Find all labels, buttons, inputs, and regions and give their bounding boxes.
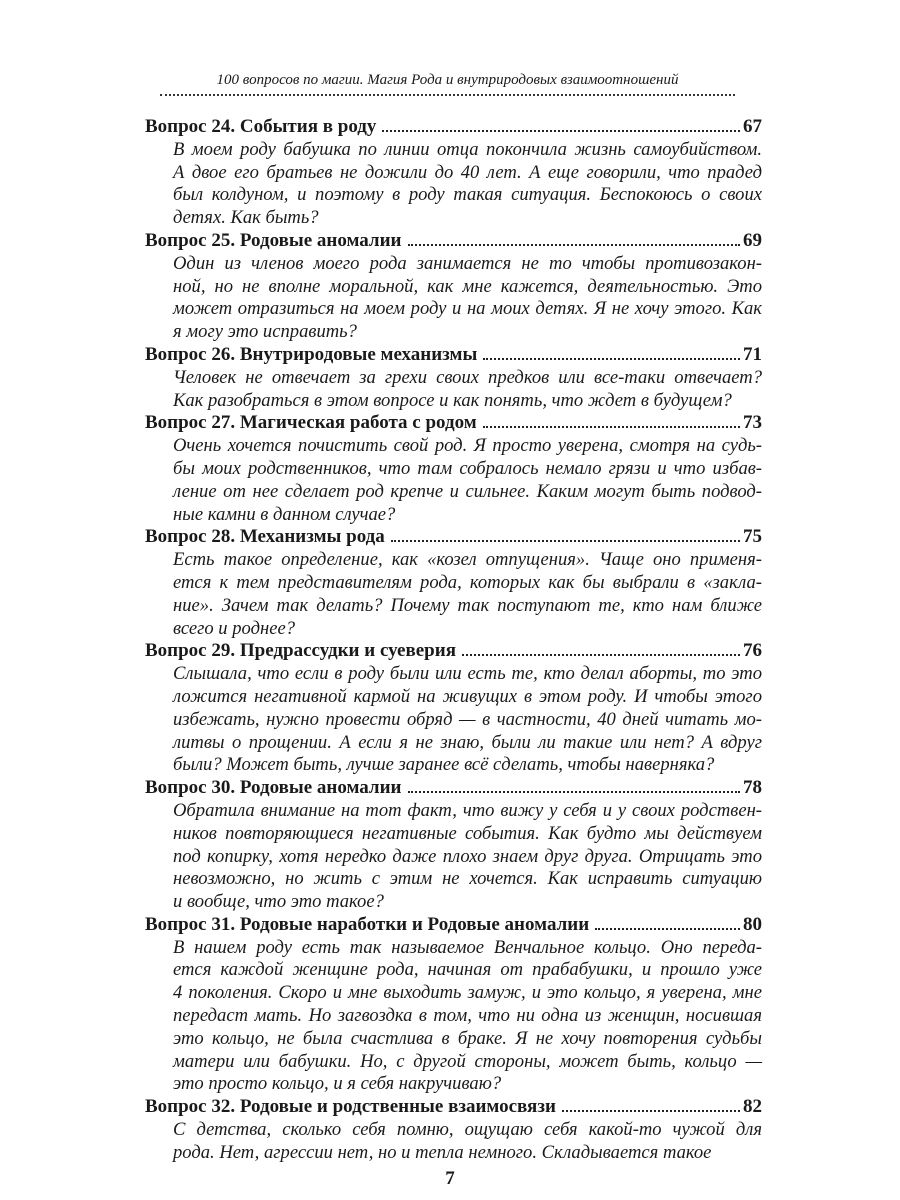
entry-question (173, 800, 762, 914)
question-line: Обратила внимание на тот факт, что вижу у себя и у своих родствен- (173, 799, 762, 821)
question-line: матери или бабушки. Но, с другой стороны, может быть, кольцо — (173, 1050, 762, 1072)
question-line: ные камни в данном случае? (173, 503, 396, 525)
header-divider (160, 94, 735, 96)
question-line: всего и роднее? (173, 617, 296, 639)
question-line: Очень хочется почистить свой род. Я просто уверена, смотря на судь- (173, 435, 762, 457)
entry-page: 75 (743, 526, 762, 548)
question-line: ление от нее сделает род крепче и сильнее. Каким могут быть подвод- (173, 480, 762, 502)
entry-page: 71 (743, 343, 762, 365)
entry-title: Вопрос 32. Родовые и родственные взаимосвязи (145, 1096, 556, 1118)
dot-leader (462, 654, 740, 656)
toc-entry (145, 412, 762, 526)
entry-title: Вопрос 26. Внутриродовые механизмы (145, 343, 478, 365)
question-line: Один из членов моего рода занимается не то чтобы противозакон- (173, 252, 762, 274)
dot-leader (483, 358, 740, 360)
entry-page: 78 (743, 777, 762, 799)
question-line: избежать, нужно провести обряд — в частности, 40 дней читать мо- (173, 708, 762, 730)
page-number: 7 (445, 1168, 455, 1189)
entry-title: Вопрос 27. Магическая работа с родом (145, 412, 477, 434)
entry-question (173, 937, 762, 1097)
question-line: Человек не отвечает за грехи своих предков или все-таки отвечает? (173, 366, 762, 388)
toc-entry (145, 914, 762, 1096)
dot-leader (562, 1110, 740, 1112)
question-line: ложится негативной кармой на живущих в этом роду. И чтобы этого (173, 685, 762, 707)
question-line: я могу это исправить? (173, 321, 357, 343)
question-line: это просто кольцо, и я себя накручиваю? (173, 1073, 502, 1095)
question-line: С детства, сколько себя помню, ощущаю себя какой-то чужой для (173, 1119, 762, 1141)
question-line: бы моих родственников, что там собралось немало грязи и что избав- (173, 457, 762, 479)
dot-leader (408, 791, 741, 793)
question-line: Как разобраться в этом вопросе и как понять, что ждет в будущем? (173, 389, 732, 411)
question-line: это кольцо, не была счастлива в браке. Я не хочу повторения судьбы (173, 1027, 762, 1049)
toc-entry-heading[interactable] (145, 640, 762, 663)
dot-leader (382, 130, 740, 132)
entry-question (173, 1119, 762, 1165)
question-line: А двое его братьев не дожили до 40 лет. А еще говорили, что прадед (173, 161, 762, 183)
running-header: 100 вопросов по магии. Магия Рода и внутриродовых взаимоотношений (216, 72, 679, 88)
question-line: В нашем роду есть так называемое Венчальное кольцо. Оно переда- (173, 936, 762, 958)
question-line: ной, но не вполне моральной, как мне кажется, деятельностью. Это (173, 275, 762, 297)
dot-leader (408, 244, 741, 246)
entry-question (173, 549, 762, 640)
question-line: детях. Как быть? (173, 207, 319, 229)
toc-entry-heading[interactable] (145, 526, 762, 549)
table-of-contents (145, 116, 762, 1165)
question-line: был колдуном, и поэтому в роду такая ситуация. Беспокоюсь о своих (173, 184, 762, 206)
toc-entry-heading[interactable] (145, 1096, 762, 1119)
question-line: литвы о прощении. А если я не знаю, были ли такие или нет? А вдруг (173, 731, 762, 753)
question-line: невозможно, но жить с этим не хочется. Как исправить ситуацию (173, 868, 762, 890)
question-line: под копирку, хотя нередко даже плохо знаем друг друга. Отрицать это (173, 845, 762, 867)
question-line: и вообще, что это такое? (173, 891, 384, 913)
entry-title: Вопрос 25. Родовые аномалии (145, 229, 402, 251)
toc-entry (145, 526, 762, 640)
entry-question (173, 663, 762, 777)
toc-entry (145, 116, 762, 230)
entry-title: Вопрос 31. Родовые наработки и Родовые аномалии (145, 913, 590, 935)
dot-leader (595, 928, 740, 930)
entry-page: 69 (743, 229, 762, 251)
entry-title: Вопрос 30. Родовые аномалии (145, 777, 402, 799)
entry-question (173, 139, 762, 230)
question-line: В моем роду бабушка по линии отца покончила жизнь самоубийством. (173, 138, 762, 160)
entry-question (173, 253, 762, 344)
entry-page: 67 (743, 116, 762, 137)
entry-page: 80 (743, 913, 762, 935)
entry-page: 76 (743, 640, 762, 662)
question-line: Есть такое определение, как «козел отпущения». Чаще оно применя- (173, 549, 762, 571)
toc-entry-heading[interactable] (145, 777, 762, 800)
toc-entry-heading[interactable] (145, 344, 762, 367)
question-line: ется к тем представителям рода, которых как бы выбрали в «закла- (173, 571, 762, 593)
toc-entry (145, 640, 762, 777)
dot-leader (391, 540, 740, 542)
toc-entry (145, 230, 762, 344)
question-line: ется каждой женщине рода, начиная от прабабушки, и прошло уже (173, 959, 762, 981)
entry-page: 82 (743, 1096, 762, 1118)
question-line: ние». Зачем так делать? Почему так поступают те, кто нам ближе (173, 594, 762, 616)
question-line: 4 поколения. Скоро и мне выходить замуж, и это кольцо, я уверена, мне (173, 982, 762, 1004)
question-line: Слышала, что если в роду были или есть те, кто делал аборты, то это (173, 663, 762, 685)
entry-title: Вопрос 29. Предрассудки и суеверия (145, 640, 456, 662)
toc-entry-heading[interactable] (145, 914, 762, 937)
toc-entry (145, 1096, 762, 1164)
toc-entry (145, 777, 762, 914)
toc-entry-heading[interactable] (145, 116, 762, 139)
toc-entry-heading[interactable] (145, 230, 762, 253)
entry-page: 73 (743, 412, 762, 434)
entry-title: Вопрос 24. События в роду (145, 116, 377, 137)
question-line: передаст мать. Но загвоздка в том, что ни одна из женщин, носившая (173, 1005, 762, 1027)
dot-leader (483, 426, 740, 428)
entry-question (173, 367, 762, 413)
question-line: ников повторяющиеся негативные события. Как будто мы действуем (173, 822, 762, 844)
toc-entry-heading[interactable] (145, 412, 762, 435)
toc-entry (145, 344, 762, 412)
question-line: рода. Нет, агрессии нет, но и тепла немного. Складывается такое (173, 1141, 712, 1163)
entry-title: Вопрос 28. Механизмы рода (145, 526, 385, 548)
entry-question (173, 435, 762, 526)
question-line: были? Может быть, лучше заранее всё сделать, чтобы наверняка? (173, 754, 715, 776)
question-line: может отразиться на моем роду и на моих детях. Я не хочу этого. Как (173, 298, 762, 320)
